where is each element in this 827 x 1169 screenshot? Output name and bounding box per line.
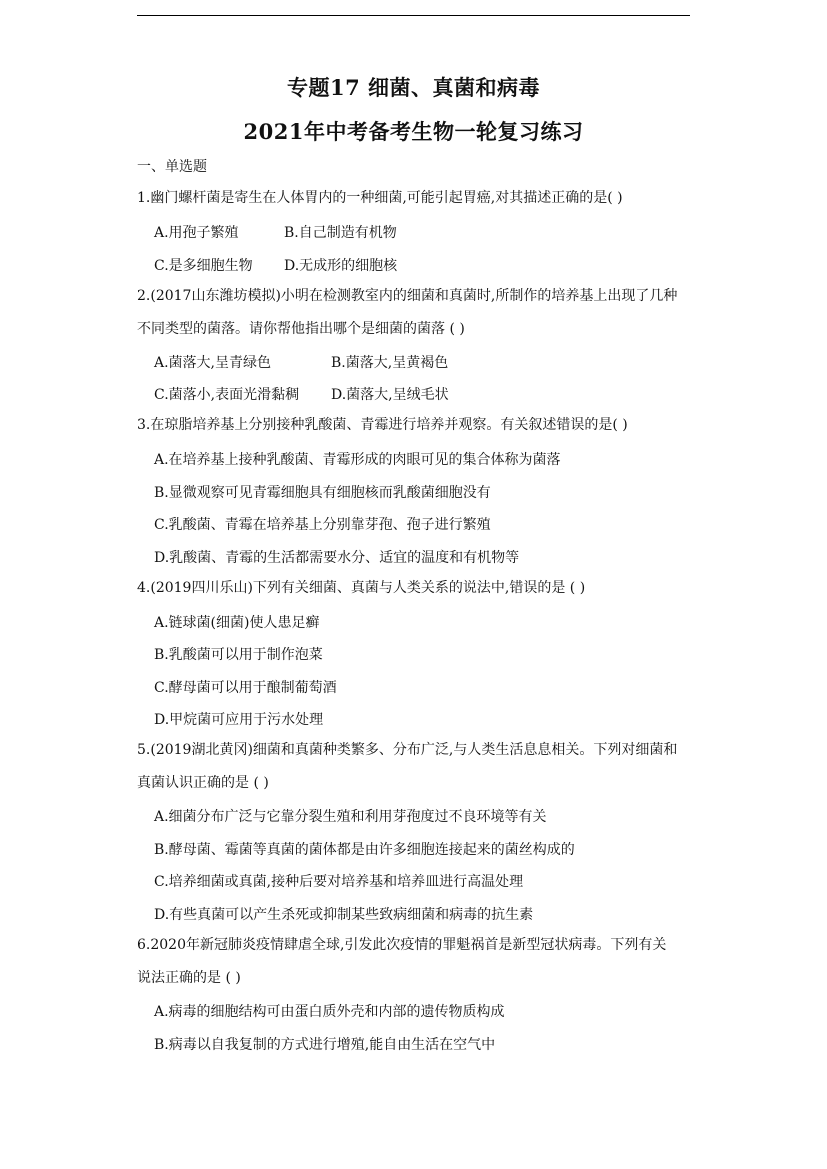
question-3-option-c: C.乳酸菌、青霉在培养基上分别靠芽孢、孢子进行繁殖	[154, 517, 491, 533]
question-stem-line: 4.(2019四川乐山)下列有关细菌、真菌与人类关系的说法中,错误的是 ( )	[137, 580, 586, 596]
question-6-option-a: A.病毒的细胞结构可由蛋白质外壳和内部的遗传物质构成	[154, 1004, 505, 1020]
question-5-option-a: A.细菌分布广泛与它靠分裂生殖和利用芽孢度过不良环境等有关	[154, 809, 547, 825]
question-5-option-c: C.培养细菌或真菌,接种后要对培养基和培养皿进行高温处理	[154, 874, 524, 890]
question-2-stem	[137, 280, 693, 345]
question-3-option-b: B.显微观察可见青霉细胞具有细胞核而乳酸菌细胞没有	[154, 485, 491, 501]
question-4-option-b: B.乳酸菌可以用于制作泡菜	[154, 647, 323, 663]
question-1-option-b: B.自己制造有机物	[284, 225, 397, 241]
question-stem-line: 5.(2019湖北黄冈)细菌和真菌种类繁多、分布广泛,与人类生活息息相关。下列对细菌和	[137, 742, 678, 758]
section-heading: 一、单选题	[137, 159, 207, 175]
question-stem-line: 2.(2017山东潍坊模拟)小明在检测教室内的细菌和真菌时,所制作的培养基上出现了几种	[137, 288, 678, 304]
question-stem-line: 6.2020年新冠肺炎疫情肆虐全球,引发此次疫情的罪魁祸首是新型冠状病毒。下列有关	[137, 937, 667, 953]
question-3-option-a: A.在培养基上接种乳酸菌、青霉形成的肉眼可见的集合体称为菌落	[154, 452, 561, 468]
question-stem-line: 3.在琼脂培养基上分别接种乳酸菌、青霉进行培养并观察。有关叙述错误的是( )	[137, 417, 628, 433]
document-subtitle: 2021年中考备考生物一轮复习练习	[243, 119, 584, 144]
document-title: 专题17 细菌、真菌和病毒	[286, 75, 541, 100]
question-6-option-b: B.病毒以自我复制的方式进行增殖,能自由生活在空气中	[154, 1037, 496, 1053]
question-stem-line: 真菌认识正确的是 ( )	[137, 774, 269, 791]
question-3-stem	[137, 409, 693, 442]
question-4-stem	[137, 572, 693, 605]
question-3-option-d: D.乳酸菌、青霉的生活都需要水分、适宜的温度和有机物等	[154, 550, 520, 566]
question-2-option-d: D.菌落大,呈绒毛状	[331, 387, 449, 403]
question-5-option-d: D.有些真菌可以产生杀死或抑制某些致病细菌和病毒的抗生素	[154, 907, 534, 923]
question-4-option-a: A.链球菌(细菌)使人患足癣	[154, 615, 320, 631]
question-stem-line: 说法正确的是 ( )	[137, 969, 241, 986]
question-1-option-d: D.无成形的细胞核	[284, 258, 398, 274]
question-2-option-b: B.菌落大,呈黄褐色	[331, 355, 449, 371]
question-stem-line: 1.幽门螺杆菌是寄生在人体胃内的一种细菌,可能引起胃癌,对其描述正确的是( )	[137, 190, 623, 206]
header-rule	[137, 15, 690, 16]
question-6-stem	[137, 929, 693, 994]
question-stem-line: 不同类型的菌落。请你帮他指出哪个是细菌的菌落 ( )	[137, 320, 465, 337]
question-2-option-a: A.菌落大,呈青绿色	[154, 355, 272, 371]
question-1-stem	[137, 182, 693, 215]
question-5-option-b: B.酵母菌、霉菌等真菌的菌体都是由许多细胞连接起来的菌丝构成的	[154, 842, 575, 858]
question-4-option-c: C.酵母菌可以用于酿制葡萄酒	[154, 680, 337, 696]
question-4-option-d: D.甲烷菌可应用于污水处理	[154, 712, 324, 728]
question-2-option-c: C.菌落小,表面光滑黏稠	[154, 387, 300, 403]
question-1-option-a: A.用孢子繁殖	[154, 225, 239, 241]
question-5-stem	[137, 734, 693, 799]
question-1-option-c: C.是多细胞生物	[154, 258, 253, 274]
